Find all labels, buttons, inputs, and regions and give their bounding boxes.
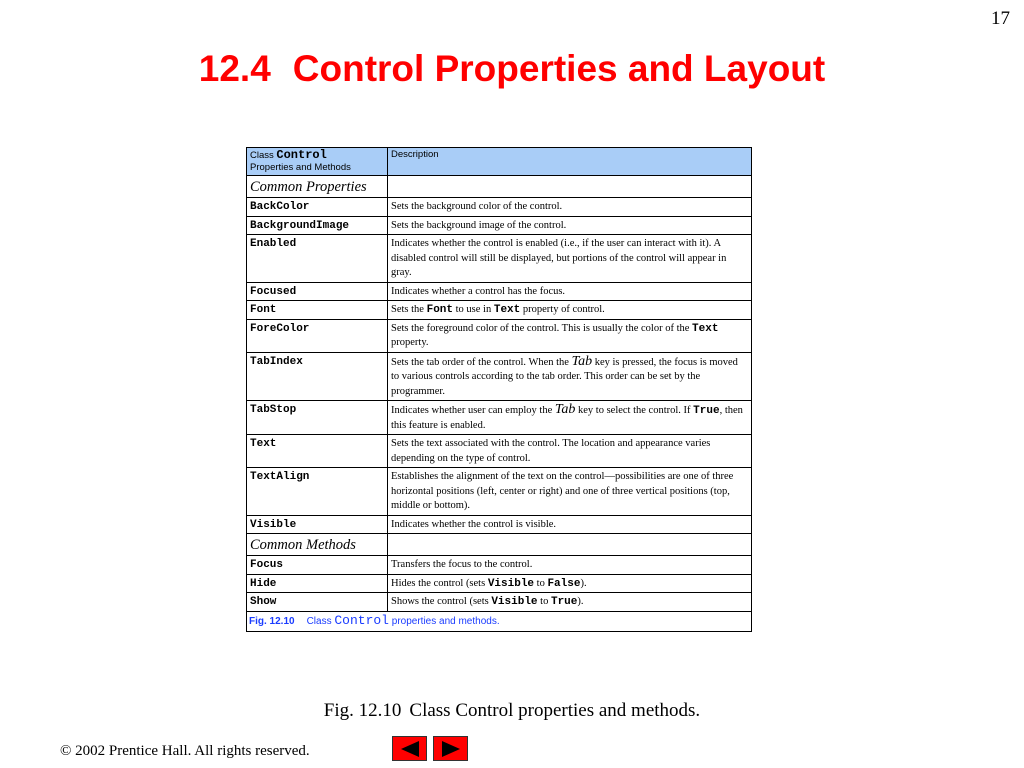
property-name: Font — [250, 304, 277, 316]
property-description: Sets the foreground color of the control. This is usually the color of the Text property. — [388, 319, 752, 352]
figure-label: Fig. 12.10 — [323, 700, 402, 721]
property-name: Visible — [250, 518, 297, 531]
property-description: Indicates whether the control is visible. — [388, 515, 752, 534]
table-row — [247, 216, 752, 235]
method-description: Transfers the focus to the control. — [388, 556, 752, 575]
slide-navigation — [392, 736, 468, 761]
table-row — [247, 435, 752, 468]
property-name: BackgroundImage — [250, 219, 350, 232]
right-arrow-icon — [440, 740, 462, 758]
header-col2: Description — [388, 148, 752, 176]
table-row — [247, 301, 752, 320]
section-label: Common Properties — [247, 176, 388, 198]
property-description: Sets the background image of the control. — [388, 216, 752, 235]
figure-caption — [0, 700, 1024, 722]
properties-table — [246, 147, 752, 632]
table-header-row — [247, 148, 752, 176]
property-name: Text — [250, 438, 277, 450]
property-name: Enabled — [250, 238, 297, 250]
previous-slide-button[interactable] — [392, 736, 427, 761]
table-row — [247, 198, 752, 217]
copyright-notice: © 2002 Prentice Hall. All rights reserved. — [60, 743, 310, 759]
property-description: Sets the text associated with the control. The location and appearance varies depending on the type of control. — [388, 435, 752, 468]
table-row — [247, 515, 752, 534]
method-name: Show — [250, 596, 277, 608]
table-row — [247, 574, 752, 593]
table-row — [247, 468, 752, 516]
method-name: Hide — [250, 577, 277, 590]
property-description: Sets the tab order of the control. When the Tab key is pressed, the focus is moved to various controls according to the tab order. This order can be set by the programmer. — [388, 352, 752, 401]
page-number: 17 — [991, 8, 1010, 29]
property-name: Focused — [250, 285, 297, 298]
page-title — [0, 48, 1024, 90]
table-row — [247, 593, 752, 612]
title-text: Control Properties and Layout — [292, 48, 826, 89]
property-name: TabIndex — [250, 355, 303, 368]
figure-text: Class Control properties and methods. — [409, 700, 701, 721]
header-col1: Class Control Properties and Methods — [247, 148, 388, 176]
property-description: Indicates whether the control is enabled (i.e., if the user can interact with it). A disabled control will still be displayed, but portions of the control will appear in gray. — [388, 235, 752, 283]
table-inner-caption: Fig. 12.10 Class Control properties and methods. — [247, 611, 752, 631]
property-name: ForeColor — [250, 322, 310, 335]
section-label: Common Methods — [247, 534, 388, 556]
table-row — [247, 282, 752, 301]
property-description: Sets the background color of the control. — [388, 198, 752, 217]
table-row — [247, 352, 752, 401]
property-name: TextAlign — [250, 471, 310, 483]
property-description: Sets the Font to use in Text property of control. — [388, 301, 752, 320]
table-row — [247, 319, 752, 352]
section-row-methods — [247, 534, 752, 556]
next-slide-button[interactable] — [433, 736, 468, 761]
left-arrow-icon — [399, 740, 421, 758]
property-description: Indicates whether user can employ the Tab key to select the control. If True, then this feature is enabled. — [388, 401, 752, 435]
table-row — [247, 235, 752, 283]
table-row — [247, 556, 752, 575]
method-description: Hides the control (sets Visible to False). — [388, 574, 752, 593]
property-description: Indicates whether a control has the focus. — [388, 282, 752, 301]
method-description: Shows the control (sets Visible to True). — [388, 593, 752, 612]
method-name: Focus — [250, 559, 284, 571]
table-row — [247, 401, 752, 435]
section-number: 12.4 — [198, 48, 271, 89]
property-name: TabStop — [250, 404, 297, 416]
section-row-properties — [247, 176, 752, 198]
property-description: Establishes the alignment of the text on the control—possibilities are one of three horizontal positions (left, center or right) and one of three vertical positions (top, middle or bottom). — [388, 468, 752, 516]
property-name: BackColor — [250, 201, 310, 213]
